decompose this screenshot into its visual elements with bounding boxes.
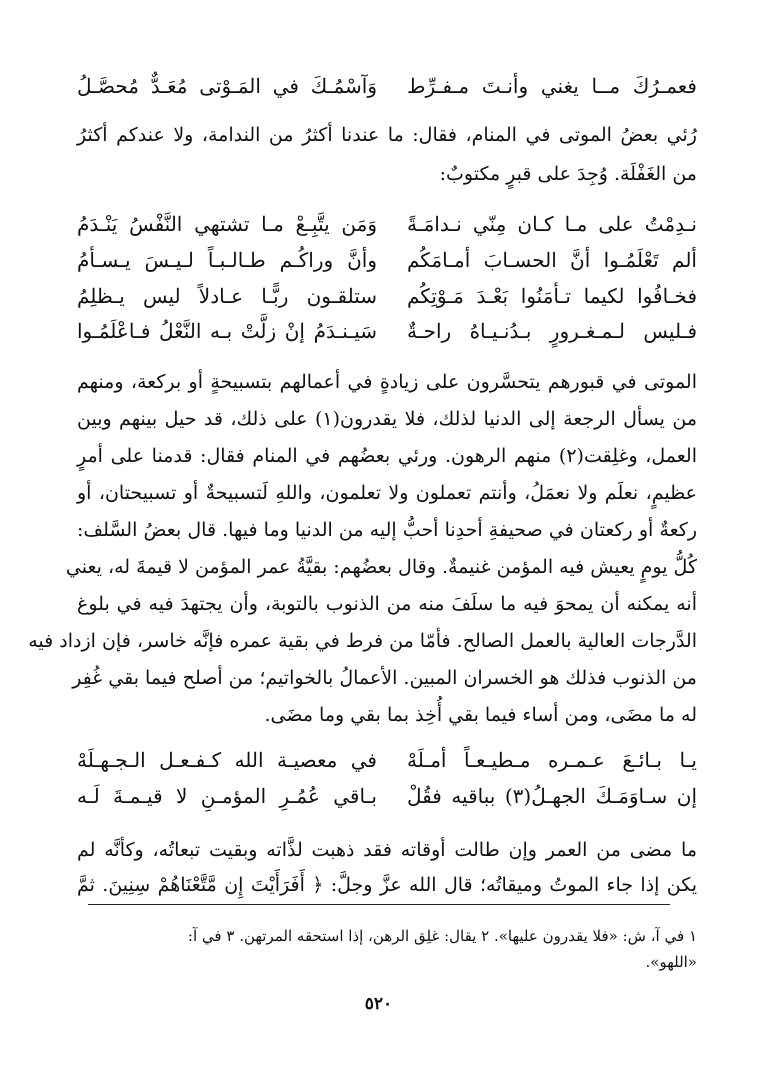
verse-first-hemistich: فخـافُوا لكيما تـأمَنُوا بَعْـدَ مَـوْتِكُم xyxy=(407,284,697,308)
verse-first-hemistich: نـدِمْتُ على مـا كـان مِنّي نـدامَـةً xyxy=(407,212,697,236)
verse-second-hemistich: وَمَن يتَّبِـعْ مـا تشتهي النَّفْسُ يَنْـدَمُ xyxy=(77,212,377,236)
verse-line xyxy=(77,748,697,778)
verse-line xyxy=(77,212,697,242)
text-line: العمل، وغلِقت(٢) منهم الرهون. ورئي بعضُهم في المنام فقال: قدمنا على أمرٍ xyxy=(77,445,697,467)
text-line: ما مضى من العمر وإن طالت أوقاته فقد ذهبت لذَّاته وبقيت تبعاتُه، وكأنَّه لم xyxy=(77,839,697,861)
verse-second-hemistich: في معصيـة الله كـفـعـل الـجـهـلَهْ xyxy=(77,748,377,772)
verse-second-hemistich: ستلقـون ربًّـا عـادلاً ليس يـظلِمُ xyxy=(77,284,377,308)
verse-second-hemistich: وَآسْمُـكَ في المَـوْتى مُعَـدٌّ مُحصَّـلُ xyxy=(77,74,377,98)
text-line: من الذنوب فذلك هو الخسران المبين. الأعمالُ بالخواتيم؛ من أصلح فيما بقي غُفِر xyxy=(72,667,697,689)
text-line: من الغَفْلَة. وُجِدَ على قبرٍ مكتوبٌ: xyxy=(439,163,697,185)
text-line: يكن إذا جاء الموتُ وميقاتُه؛ قال الله عزَّ وجلَّ: ﴿ أَفَرَأَيْتَ إِن مَّتَّعْنَاهُمْ سِنِينَ. ثمَّ xyxy=(77,874,697,896)
verse-line xyxy=(77,248,697,278)
verse-first-hemistich: يـا بـائـعَ عـمـره مـطيـعـاً أمـلَهْ xyxy=(407,748,697,772)
verse-line xyxy=(77,74,697,104)
text-line: عظيمٍ، نعلَم ولا نعمَلُ، وأنتم تعملون ولا تعلمون، واللهِ لَتسبيحةٌ أو تسبيحتان، أو xyxy=(77,482,697,504)
verse-first-hemistich: إن سـاوَمَـكَ الجهـلُ(٣) بباقيه فقُلْ xyxy=(407,784,698,808)
text-line: رُئي بعضُ الموتى في المنام، فقال: ما عندنا أكثرُ من الندامة، ولا عندكم أكثرُ xyxy=(77,124,697,146)
verse-line xyxy=(77,284,697,314)
verse-second-hemistich: سَيـنـدَمُ إنْ زلَّتْ بـه النَّعْلُ فـاعْلَمُـوا xyxy=(77,319,377,343)
verse-second-hemistich: وأنَّ وراكُـم طـالـبـاً لـيـسَ يـسـأمُ xyxy=(77,248,377,272)
text-line: من يسأل الرجعة إلى الدنيا لذلك، فلا يقدرون(١) على ذلك، قد حيل بينهم وبين xyxy=(77,408,697,430)
text-line: الموتى في قبورهم يتحسَّرون على زيادةٍ في أعمالهم بتسبيحةٍ أو بركعة، ومنهم xyxy=(77,371,697,393)
footnote-line: «اللهو». xyxy=(645,953,697,971)
verse-first-hemistich: فعمـرُكَ مــا يغني وأنـتَ مـفـرِّط xyxy=(407,74,697,98)
text-line: له ما مضَى، ومن أساء فيما بقي أُخِذ بما بقي وما مضَى. xyxy=(264,704,697,726)
verse-line xyxy=(77,784,697,814)
text-line: ركعةٌ أو ركعتان في صحيفةِ أحدِنا أحبُّ إليه من الدنيا وما فيها. قال بعضُ السَّلف: xyxy=(77,519,697,541)
verse-line xyxy=(77,319,697,349)
text-line: الدَّرجات العالية بالعمل الصالح. فأمّا من فرط في بقية عمره فإنَّه خاسر، فإن ازداد فيه xyxy=(28,630,697,652)
text-line: كُلُّ يومٍ يعيش فيه المؤمن غنيمةٌ. وقال بعضُهم: بقيَّةُ عمر المؤمن لا قيمةَ له، يعني xyxy=(65,556,697,578)
verse-first-hemistich: فـليس لـمـغـرورٍ بـدُنـيـاهُ راحـةٌ xyxy=(407,319,697,343)
footnote-line: ١ في آ، ش: «فلا يقدرون عليها». ٢ يقال: غلِق الرهن، إذا استحقه المرتهن. ٣ في آ: xyxy=(187,927,697,945)
page-number: ٥٢٠ xyxy=(364,994,393,1014)
verse-first-hemistich: ألم تَعْلَمُـوا أنَّ الحسـابَ أمـامَكُم xyxy=(407,248,697,272)
verse-second-hemistich: بـاقي عُمُـرِ المؤمـنِ لا قيـمـةَ لَـه xyxy=(77,784,377,808)
text-line: أنه يمكنه أن يمحوَ فيه ما سلَفَ منه من الذنوب بالتوبة، وأن يجتهدَ فيه في بلوغ xyxy=(77,593,697,615)
footnote-divider xyxy=(88,904,670,905)
